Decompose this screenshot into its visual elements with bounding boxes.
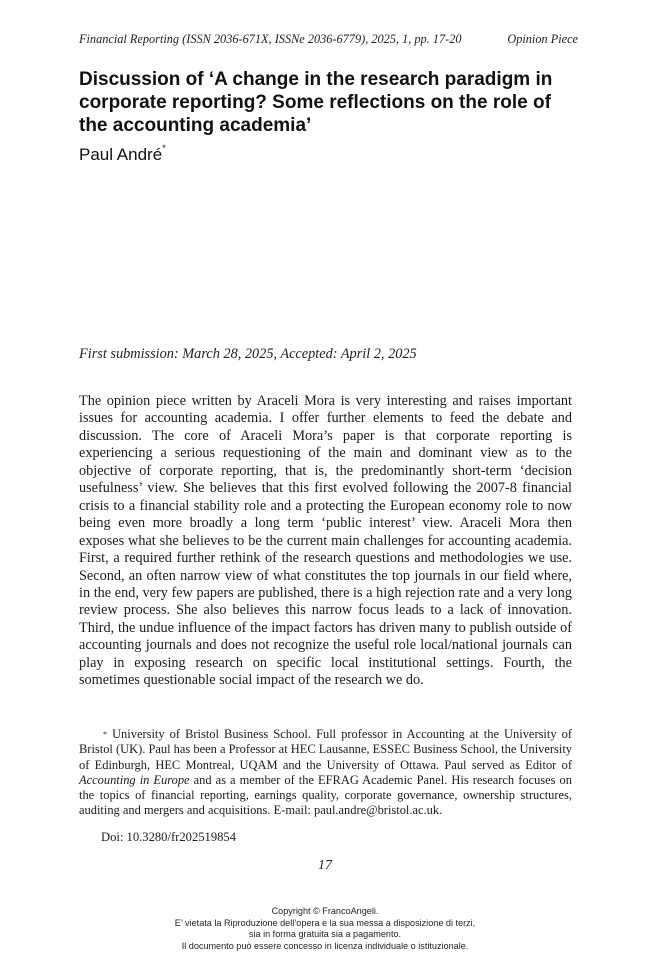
page-number: 17 [318, 858, 332, 873]
article-title: Discussion of ‘A change in the research paradigm in corporate reporting? Some reflections on the role of the accounting academia’ [79, 69, 553, 136]
copyright-line: Il documento può essere concesso in licenza individuale o istituzionale. [181, 940, 469, 951]
journal-citation: Financial Reporting (ISSN 2036-671X, ISSNe 2036-6779), 2025, 1, pp. 17-20 [79, 32, 462, 46]
submission-dates: First submission: March 28, 2025, Accepted: April 2, 2025 [79, 346, 417, 362]
abstract-paragraph: The opinion piece written by Araceli Mora is very interesting and raises important issues for accounting academia. I offer further elements to feed the debate and discussion. The core of Araceli Mora’s paper is that corporate reporting is experiencing a serious requestioning of the main and dominant view as to the objective of corporate reporting, that is, the predominantly short-term ‘decision usefulness’ view. She believes that this first evolved following the 2007-8 financial crisis to a financial stability role and a protecting the European economy role to now being even more broadly a long term ‘public interest’ view. Araceli Mora then exposes what she believes to be the current main challenges for accounting academia. First, a required further rethink of the research questions and methodologies we use. Second, an often narrow view of what constitutes the top journals in our field where, in the end, very few papers are published, there is a high rejection rate and a very long review process. She also believes this narrow focus leads to a lack of innovation. Third, the undue influence of the impact factors has driven many to publish outside of accounting journals and does not recognize the useful role local/national journals can play in exposing research on specific local institutional settings. Fourth, the sometimes questionable social impact of the research we do. [79, 393, 572, 689]
author-line [79, 145, 166, 165]
footnote-text-start: University of Bristol Business School. Full professor in Accounting at the University of Bristol (UK). Paul has been a Professor at HEC Lausanne, ESSEC Business School, the University of Edinburgh, HEC Montreal, UQAM and the University of Ottawa. Paul served as Editor of [79, 727, 572, 772]
copyright-line: Copyright © FrancoAngeli. [271, 906, 379, 916]
footnote-mark: * [103, 730, 107, 739]
author-name: Paul André [79, 145, 163, 164]
author-footnote-mark: * [162, 143, 166, 153]
copyright-line: E’ vietata la Riproduzione dell’opera e la sua messa a disposizione di terzi, [174, 917, 476, 928]
running-header [79, 32, 578, 47]
copyright-notice [0, 906, 650, 952]
section-label: Opinion Piece [507, 32, 578, 46]
footnote-journal-name: Accounting in Europe [79, 772, 190, 787]
doi: Doi: 10.3280/fr202519854 [101, 830, 237, 844]
footnote-text-end: and as a member of the EFRAG Academic Panel. His research focuses on the topics of financial reporting, earnings quality, corporate governance, ownership structures, auditing and mergers and acquisitions. E-mail: paul.andre@bristol.ac.uk. [79, 772, 572, 818]
copyright-line: sia in forma gratuita sia a pagamento. [248, 929, 402, 940]
author-footnote [79, 727, 572, 819]
